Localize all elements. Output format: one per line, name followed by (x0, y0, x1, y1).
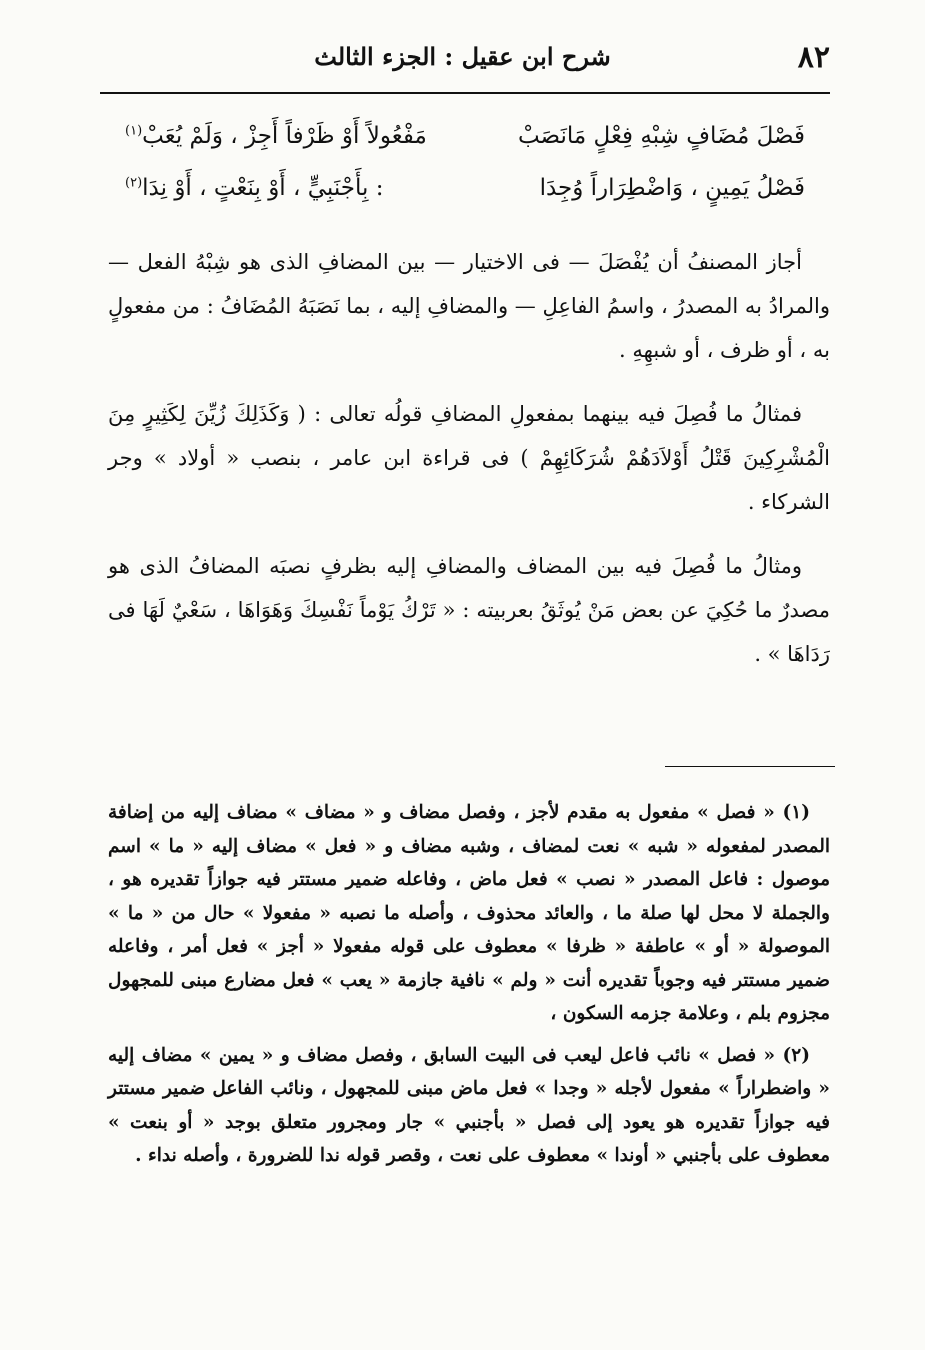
verse-1-first-hemistich: فَصْلَ مُضَافٍ شِبْهِ فِعْلٍ مَانَصَبْ (517, 123, 805, 149)
footnote-2: (٢) « فصل » نائب فاعل ليعب فى البيت السابق ، وفصل مضاف و « يمين » مضاف إليه « واضطراراً » مفعول لأجله « وجدا » فعل ماض مبنى للمجهول ، ونائب الفاعل ضمير مستتر فيه جوازاً تقديره هو يعود إلى فصل « بأجنبي » جار ومجرور متعلق بوجد « أو بنعت » معطوف على بأجنبي « أوندا » معطوف على نعت ، وقصر قوله ندا للضرورة ، وأصله نداء . (108, 1044, 830, 1166)
verse-2-second-hemistich (125, 162, 383, 214)
verse-1-second-text: مَفْعُولاً أَوْ ظَرْفاً أَجِزْ ، وَلَمْ يُعَبْ (142, 123, 427, 149)
verse-1-second-hemistich (125, 110, 427, 162)
footnotes (108, 796, 830, 1181)
paragraph-1: أجاز المصنفُ أن يُفْصَلَ — فى الاختيار — بين المضافِ الذى هو شِبْهُ الفعل — والمرادُ به المصدرُ ، واسمُ الفاعِلِ — والمضافِ إليه ، بما نَصَبَهُ المُضَافُ : من مفعولٍ به ، أو ظرف ، أو شبهِهِ . (108, 250, 830, 362)
paragraph-3: ومثالُ ما فُصِلَ فيه بين المضاف والمضافِ إليه بظرفٍ نصبَه المضافُ الذى هو مصدرٌ ما حُكِيَ عن بعض مَنْ يُوثَقُ بعربيته : « تَرْكُ يَوْماً نَفْسِكَ وَهَوَاهَا ، سَعْيٌ لَهَا فى رَدَاهَا » . (108, 554, 830, 666)
page-header (95, 38, 830, 88)
verse-block (125, 110, 805, 214)
paragraph-2: فمثالُ ما فُصِلَ فيه بينهما بمفعولِ المضافِ قولُه تعالى : ( وَكَذَلِكَ زُيِّنَ لِكَثِيرٍ مِنَ الْمُشْرِكِينَ قَتْلُ أَوْلاَدَهُمْ شُرَكَائِهِمْ ) فى قراءة ابن عامر ، بنصب « أولاد » وجر الشركاء . (108, 402, 830, 514)
footnote-1: (١) « فصل » مفعول به مقدم لأجز ، وفصل مضاف و « مضاف » مضاف إليه من إضافة المصدر لمفعوله « شبه » نعت لمضاف ، وشبه مضاف و « فعل » مضاف إليه « ما » اسم موصول : فاعل المصدر « نصب » فعل ماض ، وفاعله ضمير مستتر فيه جوازاً تقديره هو ، والجملة لا محل لها صلة ما ، والعائد محذوف ، وأصله ما نصبه « مفعولا » حال من « ما » الموصولة « أو » عاطفة « ظرفا » معطوف على قوله مفعولا « أجز » فعل أمر ، وفاعله ضمير مستتر فيه وجوباً تقديره أنت « ولم » نافية جازمة « يعب » فعل مضارع مبنى للمجهول مجزوم بلم ، وعلامة جزمه السكون ، (108, 802, 830, 1024)
verse-line-2 (125, 162, 805, 214)
verse-2-second-text: : بِأَجْنَبِيٍّ ، أَوْ بِنَعْتٍ ، أَوْ نِدَا (142, 175, 384, 201)
verse-line-1 (125, 110, 805, 162)
page-number: ٨٢ (797, 40, 830, 75)
footnote-mark-2: (٢) (125, 175, 143, 191)
footnote-mark-1: (١) (125, 123, 143, 139)
footnote-separator (665, 766, 835, 767)
header-rule (100, 92, 830, 94)
running-title: شرح ابن عقيل : الجزء الثالث (314, 42, 611, 71)
main-text (108, 240, 830, 696)
verse-2-first-hemistich: فَصْلُ يَمِينٍ ، وَاضْطِرَاراً وُجِدَا (539, 175, 805, 201)
